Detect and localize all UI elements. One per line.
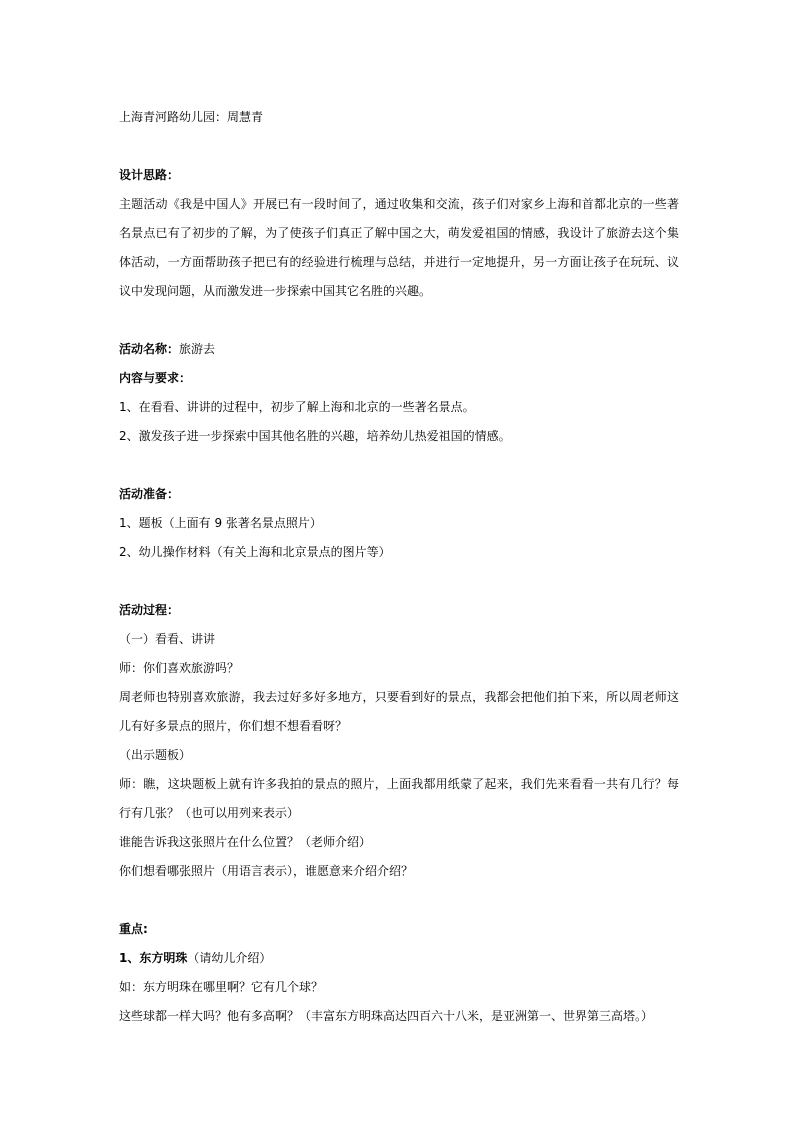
requirement-item: 1、在看看、讲讲的过程中，初步了解上海和北京的一些著名景点。 <box>119 400 475 414</box>
process-line: （出示题板） <box>119 748 192 762</box>
spacer <box>119 886 679 915</box>
process-paragraph: 师：瞧，这块题板上就有许多我拍的景点的照片，上面我都用纸蒙了起来，我们先来看看一共有几行？每行有几张？（也可以用列来表示） <box>119 777 679 820</box>
preparation-heading: 活动准备： <box>119 487 180 501</box>
focus-line: 这些球都一样大吗？他有多高啊？（丰富东方明珠高达四百六十八米，是亚洲第一、世界第三高塔。） <box>119 1009 654 1023</box>
design-heading: 设计思路： <box>119 168 180 182</box>
activity-name-label: 活动名称： <box>119 342 180 356</box>
process-heading: 活动过程： <box>119 603 180 617</box>
focus-line: 如：东方明珠在哪里啊？它有几个球？ <box>119 980 324 994</box>
focus-item-line <box>119 944 679 973</box>
process-line: 师：你们喜欢旅游吗？ <box>119 661 240 675</box>
focus-item-note: （请幼儿介绍） <box>187 951 272 965</box>
focus-heading: 重点: <box>119 922 148 936</box>
preparation-item: 1、题板（上面有 9 张著名景点照片） <box>119 516 322 530</box>
spacer <box>119 306 679 335</box>
process-paragraph: 周老师也特别喜欢旅游，我去过好多好多地方，只要看到好的景点，我都会把他们拍下来，所以周老师这儿有好多景点的照片，你们想不想看看呀？ <box>119 690 679 733</box>
preparation-item: 2、幼儿操作材料（有关上海和北京景点的图片等） <box>119 545 391 559</box>
activity-name-line <box>119 335 679 364</box>
spacer <box>119 567 679 596</box>
process-line: 你们想看哪张照片（用语言表示），谁愿意来介绍介绍？ <box>119 864 414 878</box>
activity-name-value: 旅游去 <box>179 342 216 356</box>
spacer <box>119 132 679 161</box>
process-line: （一）看看、讲讲 <box>119 632 216 646</box>
process-line: 谁能告诉我这张照片在什么位置？（老师介绍） <box>119 835 372 849</box>
document-page <box>119 103 679 1031</box>
requirement-item: 2、激发孩子进一步探索中国其他名胜的兴趣，培养幼儿热爱祖国的情感。 <box>119 429 511 443</box>
spacer <box>119 451 679 480</box>
requirements-heading: 内容与要求： <box>119 371 192 385</box>
school-author-line: 上海青河路幼儿园：周慧青 <box>119 110 264 124</box>
design-paragraph: 主题活动《我是中国人》开展已有一段时间了，通过收集和交流，孩子们对家乡上海和首都北京的一些著名景点已有了初步的了解，为了使孩子们真正了解中国之大，萌发爱祖国的情感，我设计了旅游去这个集体活动，一方面帮助孩子把已有的经验进行梳理与总结，并进行一定地提升，另一方面让孩子在玩玩、议议中发现问题，从而激发进一步探索中国其它名胜的兴趣。 <box>119 197 679 298</box>
focus-item-title: 1、东方明珠 <box>119 951 188 965</box>
